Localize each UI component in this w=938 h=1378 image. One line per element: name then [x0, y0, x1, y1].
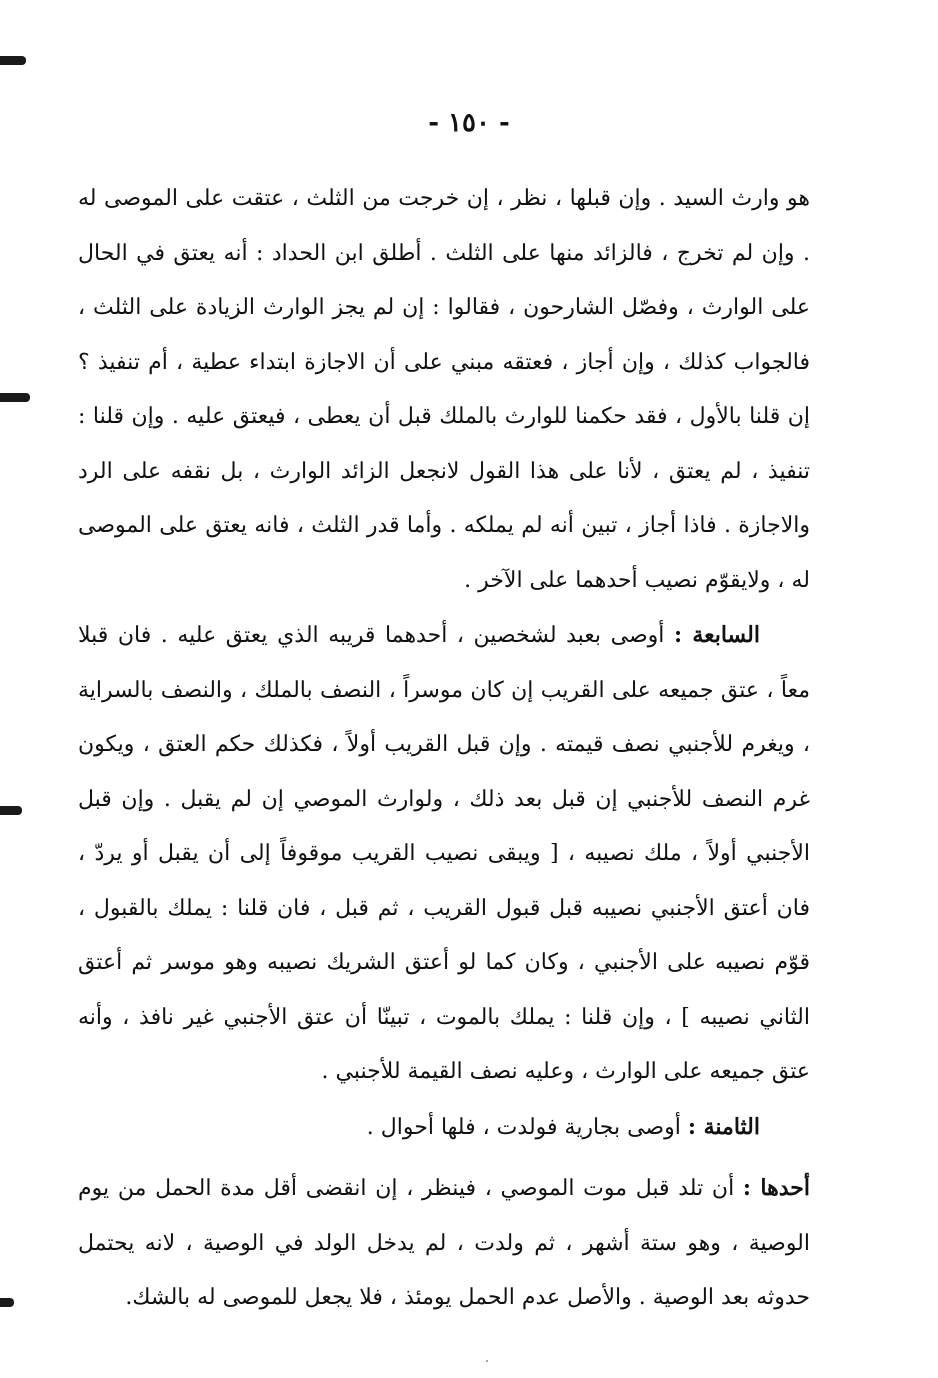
edge-mark	[0, 56, 26, 65]
paragraph	[78, 608, 810, 1100]
scan-speck	[486, 1360, 488, 1362]
page-body	[78, 172, 810, 1326]
paragraph-text: أوصى بعبد لشخصين ، أحدهما قريبه الذي يعتق عليه . فان قبلا معاً ، عتق جميعه على القريب إن كان موسراً ، النصف بالملك ، والنصف بالسراية ، ويغرم للأجنبي نصف قيمته . وإن قبل القريب أولاً ، فكذلك حكم العتق ، ويكون غرم النصف للأجنبي إن قبل بعد ذلك ، ولوارث الموصي إن لم يقبل . وإن قبل الأجنبي أولاً ، ملك نصيبه ، [ ويبقى نصيب القريب موقوفاً إلى أن يقبل أو يردّ ، فان أعتق الأجنبي نصيبه قبل قبول القريب ، ثم قبل ، فان قلنا : يملك بالقبول ، قوّم نصيبه على الأجنبي ، وكان كما لو أعتق الشريك نصيبه وهو موسر ثم أعتق الثاني نصيبه ] ، وإن قلنا : يملك بالموت ، تبينّا أن عتق الأجنبي غير نافذ ، وأنه عتق جميعه على الوارث ، وعليه نصف القيمة للأجنبي .	[78, 623, 810, 1084]
paragraph-text: هو وارث السيد . وإن قبلها ، نظر ، إن خرجت من الثلث ، عتقت على الموصى له . وإن لم تخرج ، فالزائد منها على الثلث . أطلق ابن الحداد : أنه يعتق في الحال على الوارث ، وفصّل الشارحون ، فقالوا : إن لم يجز الوارث الزيادة على الثلث ، فالجواب كذلك ، وإن أجاز ، فعتقه مبني على أن الاجازة ابتداء عطية ، أم تنفيذ ؟ إن قلنا بالأول ، فقد حكمنا للوارث بالملك قبل أن يعطى ، فيعتق عليه . وإن قلنا : تنفيذ ، لم يعتق ، لأنا على هذا القول لانجعل الزائد الوارث ، بل نقفه على الرد والاجازة . فاذا أجاز ، تبين أنه لم يملكه . وأما قدر الثلث ، فانه يعتق على الموصى له ، ولايقوّم نصيب أحدهما على الآخر .	[78, 186, 811, 593]
edge-mark	[0, 393, 30, 402]
section-lead: الثامنة :	[687, 1113, 760, 1140]
paragraph-text: أن تلد قبل موت الموصي ، فينظر ، إن انقضى أقل مدة الحمل من يوم الوصية ، وهو ستة أشهر ، ثم ولدت ، لم يدخل الولد في الوصية ، لانه يحتمل حدوثه بعد الوصية . والأصل عدم الحمل يومئذ ، فلا يجعل للموصى له بالشك.	[78, 1176, 810, 1310]
page-number: - ١٥٠ -	[428, 108, 510, 138]
paragraph	[78, 1100, 810, 1156]
edge-mark	[0, 1298, 14, 1307]
paragraph	[78, 1161, 810, 1326]
paragraph-text: أوصى بجارية فولدت ، فلها أحوال .	[366, 1114, 681, 1140]
edge-mark	[0, 806, 22, 815]
section-lead: السابعة :	[673, 622, 760, 648]
paragraph	[78, 172, 810, 608]
section-lead: أحدها :	[742, 1175, 810, 1201]
